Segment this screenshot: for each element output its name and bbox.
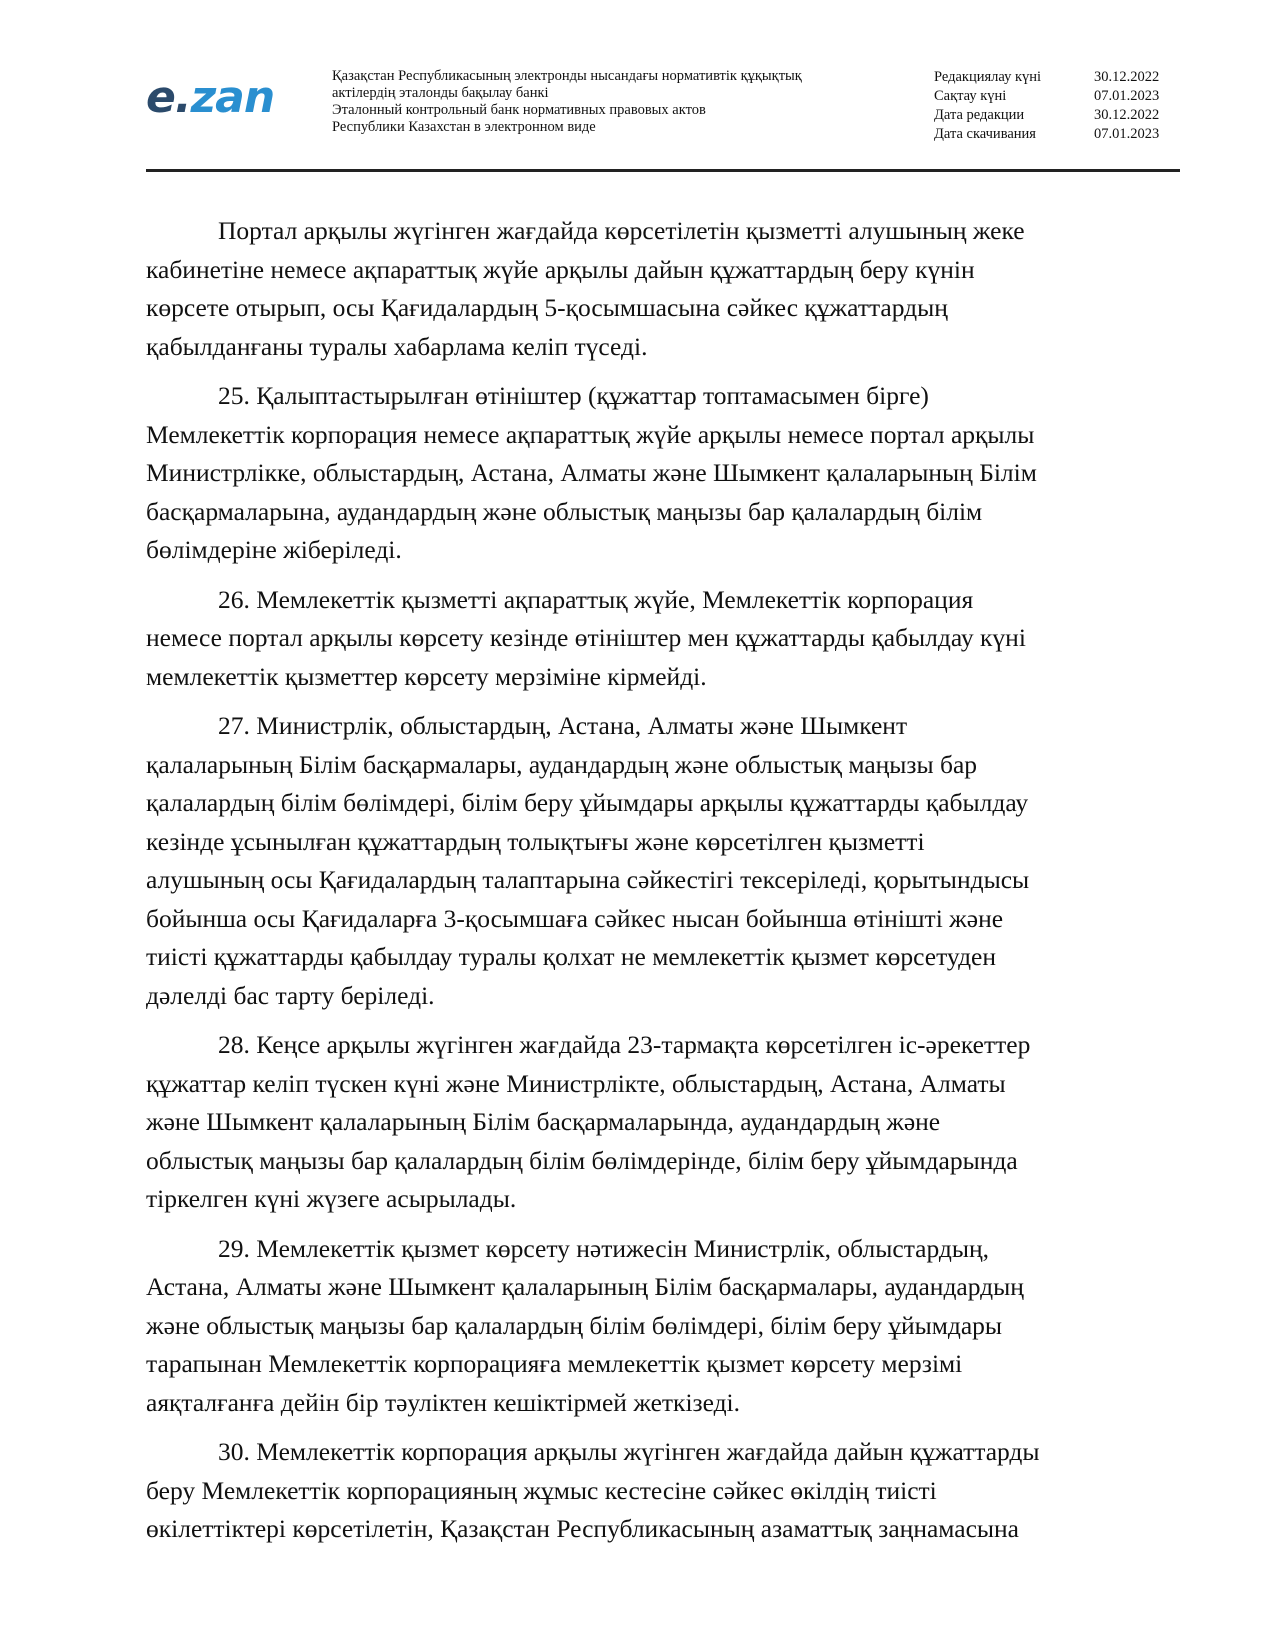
source-line: актілердің эталонды бақылау банкі xyxy=(332,85,549,101)
text-line: басқармаларына, аудандардың және облыстық маңызы бар қалалардың білім xyxy=(146,496,983,526)
text-line: аяқталғанға дейін бір тәуліктен кешіктірмей жеткізеді. xyxy=(146,1387,741,1417)
paragraph xyxy=(146,581,1182,697)
header-divider xyxy=(146,169,1180,172)
meta-value: 30.12.2022 xyxy=(1094,107,1160,123)
text-line: кезінде ұсынылған құжаттардың толықтығы және көрсетілген қызметті xyxy=(146,826,925,856)
text-line: және облыстық маңызы бар қалалардың білім бөлімдері, білім беру ұйымдары xyxy=(146,1310,1003,1340)
paragraph xyxy=(146,707,1182,1015)
document-header xyxy=(146,64,1180,168)
source-line: Республики Казахстан в электронном виде xyxy=(332,119,596,135)
paragraph xyxy=(146,1433,1182,1549)
text-line: өкілеттіктері көрсетілетін, Қазақстан Республикасының азаматтық заңнамасына xyxy=(146,1514,1019,1543)
meta-value: 07.01.2023 xyxy=(1094,88,1160,104)
text-line: беру Мемлекеттік корпорацияның жұмыс кестесіне сәйкес өкілдің тиісті xyxy=(146,1475,937,1505)
meta-row xyxy=(934,68,1174,87)
meta-value: 30.12.2022 xyxy=(1094,69,1160,85)
meta-label: Редакциялау күні xyxy=(934,69,1042,85)
text-line: және Шымкент қалаларының Білім басқармаларында, аудандардың және xyxy=(146,1107,941,1136)
text-line: алушының осы Қағидалардың талаптарына сәйкестігі тексеріледі, қорытындысы xyxy=(146,865,1030,894)
text-line: бөлімдеріне жіберіледі. xyxy=(146,535,402,564)
text-line: 27. Министрлік, облыстардың, Астана, Алматы және Шымкент xyxy=(218,711,908,740)
text-line: 30. Мемлекеттік корпорация арқылы жүгінген жағдайда дайын құжаттарды xyxy=(218,1437,1040,1466)
logo-e: e. xyxy=(146,72,191,123)
text-line: кабинетіне немесе ақпараттық жүйе арқылы дайын құжаттардың беру күнін xyxy=(146,254,975,284)
text-line: Астана, Алматы және Шымкент қалаларының Білім басқармалары, аудандардың xyxy=(146,1272,1024,1301)
text-line: дәлелді бас тарту беріледі. xyxy=(146,980,435,1010)
source-line: Эталонный контрольный банк нормативных правовых актов xyxy=(332,102,706,118)
text-line: мемлекеттік қызметтер көрсету мерзіміне кірмейді. xyxy=(146,661,707,691)
document-dates xyxy=(934,68,1174,144)
text-line: Министрлікке, облыстардың, Астана, Алматы және Шымкент қалаларының Білім xyxy=(146,458,1037,487)
meta-row xyxy=(934,87,1174,106)
paragraph xyxy=(146,212,1182,366)
text-line: 28. Кеңсе арқылы жүгінген жағдайда 23-тармақта көрсетілген іс-әрекеттер xyxy=(218,1030,1031,1059)
text-line: тиісті құжаттарды қабылдау туралы қолхат не мемлекеттік қызмет көрсетуден xyxy=(146,942,997,971)
document-body xyxy=(146,212,1182,1560)
paragraph xyxy=(146,1026,1182,1219)
text-line: қалалардың білім бөлімдері, білім беру ұйымдары арқылы құжаттарды қабылдау xyxy=(146,788,1029,817)
text-line: көрсете отырып, осы Қағидалардың 5-қосымшасына сәйкес құжаттардың xyxy=(146,293,948,322)
text-line: 25. Қалыптастырылған өтініштер (құжаттар топтамасымен бірге) xyxy=(218,381,929,410)
paragraph xyxy=(146,377,1182,570)
text-line: қабылданғаны туралы хабарлама келіп түседі. xyxy=(146,331,648,361)
source-line: Қазақстан Республикасының электронды нысандағы нормативтік құқықтық xyxy=(332,68,802,84)
text-line: құжаттар келіп түскен күні және Министрлікте, облыстардың, Астана, Алматы xyxy=(146,1068,1006,1098)
text-line: Мемлекеттік корпорация немесе ақпараттық жүйе арқылы немесе портал арқылы xyxy=(146,419,1035,449)
text-line: 29. Мемлекеттік қызмет көрсету нәтижесін Министрлік, облыстардың, xyxy=(218,1233,990,1263)
meta-row xyxy=(934,106,1174,125)
text-line: қалаларының Білім басқармалары, аудандардың және облыстық маңызы бар xyxy=(146,749,978,779)
meta-label: Дата скачивания xyxy=(934,126,1036,142)
meta-label: Сақтау күні xyxy=(934,88,1007,104)
text-line: 26. Мемлекеттік қызметті ақпараттық жүйе, Мемлекеттік корпорация xyxy=(218,584,974,614)
logo-zan: zan xyxy=(190,72,275,123)
meta-row xyxy=(934,125,1174,144)
text-line: немесе портал арқылы көрсету кезінде өтініштер мен құжаттарды қабылдау күні xyxy=(146,623,1026,652)
meta-label: Дата редакции xyxy=(934,107,1025,123)
text-line: Портал арқылы жүгінген жағдайда көрсетілетін қызметті алушының жеке xyxy=(218,216,1025,245)
text-line: облыстық маңызы бар қалалардың білім бөлімдерінде, білім беру ұйымдарында xyxy=(146,1145,1018,1175)
source-description xyxy=(332,68,892,136)
paragraph xyxy=(146,1230,1182,1423)
text-line: бойынша осы Қағидаларға 3-қосымшаға сәйкес нысан бойынша өтінішті және xyxy=(146,903,1004,933)
ezan-logo xyxy=(146,72,275,123)
text-line: тарапынан Мемлекеттік корпорацияға мемлекеттік қызмет көрсету мерзімі xyxy=(146,1349,963,1378)
meta-value: 07.01.2023 xyxy=(1094,126,1160,142)
text-line: тіркелген күні жүзеге асырылады. xyxy=(146,1184,517,1213)
